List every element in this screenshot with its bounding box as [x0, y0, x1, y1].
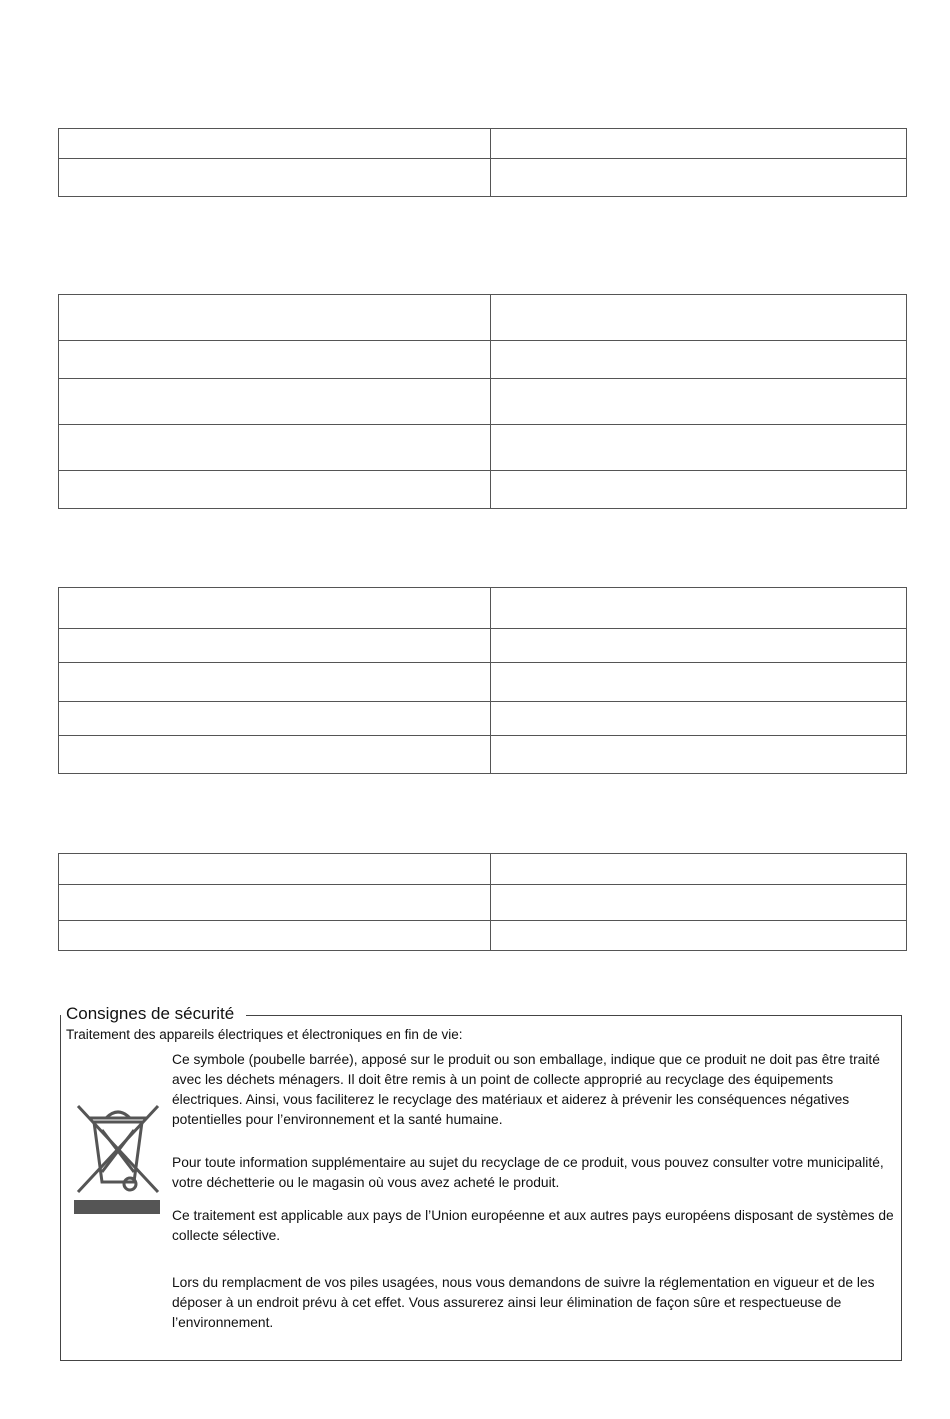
safety-paragraph-2: Pour toute information supplémentaire au sujet du recyclage de ce produit, vous pouvez consulter votre municipalité, votre déchetterie ou le magasin où vous avez acheté le produit. — [172, 1155, 884, 1190]
table-cell — [491, 341, 907, 379]
table-cell — [491, 295, 907, 341]
table-cell — [59, 854, 491, 885]
table-cell — [59, 629, 491, 663]
safety-subtitle: Traitement des appareils électriques et électroniques en fin de vie: — [66, 1027, 463, 1042]
safety-paragraph-3: Ce traitement est applicable aux pays de l’Union européenne et aux autres pays européens disposant de systèmes de collecte sélective. — [172, 1208, 894, 1243]
table-row — [59, 471, 907, 509]
table-cell — [491, 702, 907, 736]
table-row — [59, 854, 907, 885]
table-cell — [59, 471, 491, 509]
table-cell — [491, 159, 907, 197]
safety-box-top-border — [246, 1015, 901, 1016]
table-cell — [491, 379, 907, 425]
table-cell — [491, 588, 907, 629]
table-row — [59, 921, 907, 951]
table-cell — [59, 379, 491, 425]
safety-title: Consignes de sécurité — [66, 1004, 235, 1023]
table-cell — [59, 159, 491, 197]
table-row — [59, 295, 907, 341]
table-row — [59, 663, 907, 702]
table-row — [59, 159, 907, 197]
table-cell — [59, 295, 491, 341]
table-cell — [491, 471, 907, 509]
table-cell — [59, 702, 491, 736]
table-cell — [491, 425, 907, 471]
table-cell — [491, 663, 907, 702]
table-cell — [491, 854, 907, 885]
spec-table-3 — [58, 587, 907, 774]
table-row — [59, 425, 907, 471]
table-row — [59, 629, 907, 663]
table-cell — [59, 129, 491, 159]
table-row — [59, 588, 907, 629]
safety-paragraph-1: Ce symbole (poubelle barrée), apposé sur le produit ou son emballage, indique que ce produit ne doit pas être traité avec les déchets ménagers. Il doit être remis à un point de collecte approprié au recyclage des équipements électriques. Ainsi, vous faciliterez le recyclage des matériaux et aiderez à prévenir les conséquences négatives potentielles pour l’environnement et la santé humaine. — [172, 1052, 880, 1127]
spec-table-4 — [58, 853, 907, 951]
table-row — [59, 702, 907, 736]
spec-table-1 — [58, 128, 907, 197]
table-row — [59, 341, 907, 379]
table-cell — [59, 885, 491, 921]
table-row — [59, 129, 907, 159]
table-cell — [491, 629, 907, 663]
table-cell — [491, 921, 907, 951]
table-row — [59, 736, 907, 774]
safety-paragraph-4: Lors du remplacment de vos piles usagées, nous vous demandons de suivre la réglementation en vigueur et de les déposer à un endroit prévu à cet effet. Vous assurerez ainsi leur élimination de façon sûre et respectueuse de l’environnement. — [172, 1275, 875, 1330]
table-cell — [59, 736, 491, 774]
table-cell — [59, 341, 491, 379]
crossed-out-wheelie-bin-icon — [72, 1100, 164, 1218]
table-row — [59, 885, 907, 921]
table-cell — [59, 921, 491, 951]
table-row — [59, 379, 907, 425]
table-cell — [59, 588, 491, 629]
table-cell — [59, 425, 491, 471]
spec-table-2 — [58, 294, 907, 509]
table-cell — [491, 885, 907, 921]
table-cell — [491, 736, 907, 774]
table-cell — [491, 129, 907, 159]
table-cell — [59, 663, 491, 702]
